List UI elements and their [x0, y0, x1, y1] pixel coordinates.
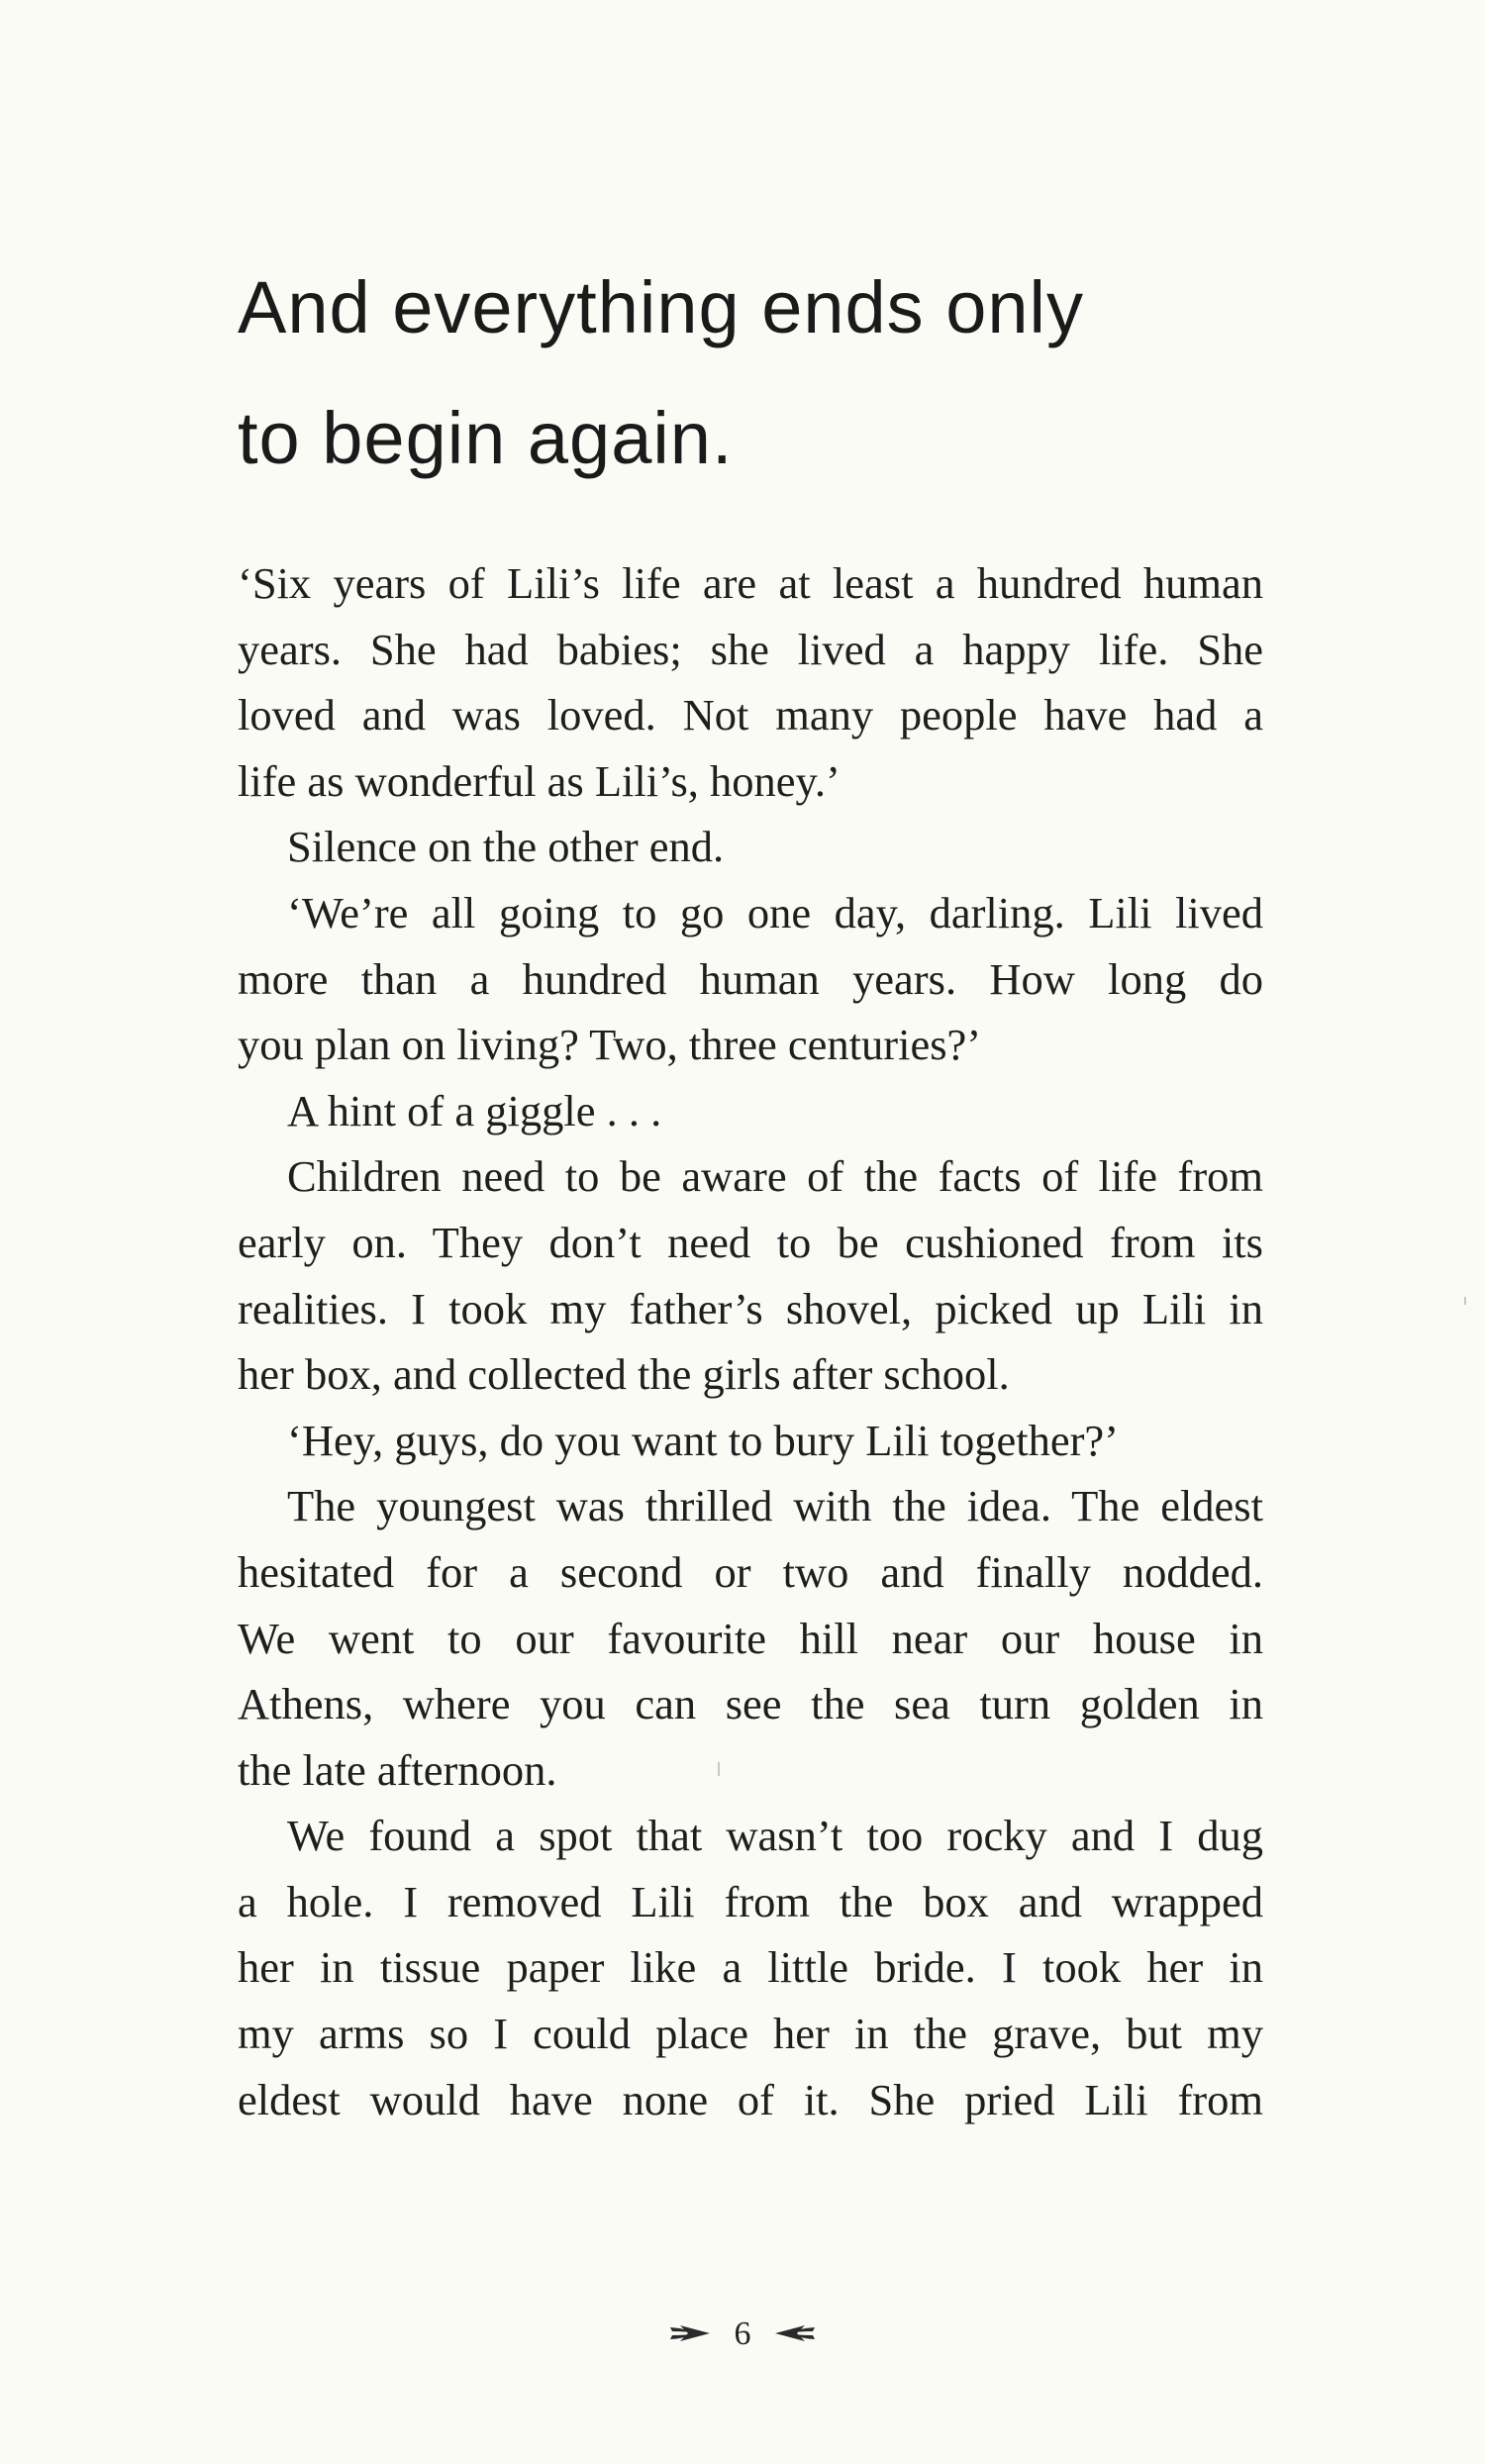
text-line: A hint of a giggle . . . — [287, 1085, 662, 1135]
page-number: 6 — [734, 2316, 751, 2353]
text-line: We went to our favourite hill near our house in — [238, 1613, 1263, 1663]
text-line: ‘We’re all going to go one day, darling. Lili lived — [287, 887, 1263, 937]
text-line: loved and was loved. Not many people have had a — [238, 690, 1263, 740]
body-text — [238, 550, 1263, 2132]
text-line: The youngest was thrilled with the idea. The eldest — [287, 1481, 1263, 1531]
text-line: Silence on the other end. — [287, 822, 725, 872]
text-line: Athens, where you can see the sea turn golden in — [238, 1679, 1263, 1729]
text-line: her in tissue paper like a little bride. I took her in — [238, 1942, 1263, 1993]
text-line: the late afternoon. — [238, 1744, 557, 1795]
text-line: early on. They don’t need to be cushioned from its — [238, 1217, 1263, 1267]
text-line: realities. I took my father’s shovel, picked up Lili in — [238, 1283, 1263, 1333]
double-arrow-left-ornament-icon — [773, 2316, 817, 2353]
paper-speck — [1464, 1297, 1466, 1305]
heading-line: to begin again. — [238, 397, 734, 479]
text-line: Children need to be aware of the facts of life from — [287, 1151, 1263, 1202]
text-line: ‘Six years of Lili’s life are at least a hundred human — [238, 558, 1263, 608]
text-line: We found a spot that wasn’t too rocky and I dug — [287, 1811, 1263, 1861]
paper-speck — [718, 1762, 720, 1776]
heading-line: And everything ends only — [238, 266, 1084, 348]
text-line: ‘Hey, guys, do you want to bury Lili together?’ — [287, 1415, 1119, 1465]
text-line: a hole. I removed Lili from the box and wrapped — [238, 1876, 1263, 1926]
text-line: hesitated for a second or two and finally nodded. — [238, 1546, 1263, 1597]
text-line: life as wonderful as Lili’s, honey.’ — [238, 755, 841, 806]
text-line: eldest would have none of it. She pried Lili from — [238, 2074, 1263, 2124]
text-line: you plan on living? Two, three centuries?’ — [238, 1020, 982, 1070]
text-line: years. She had babies; she lived a happy life. She — [238, 624, 1263, 674]
text-line: my arms so I could place her in the grave, but my — [238, 2009, 1263, 2059]
chapter-heading — [238, 243, 1327, 504]
double-arrow-right-ornament-icon — [668, 2316, 712, 2353]
text-line: more than a hundred human years. How long do — [238, 953, 1263, 1004]
text-line: her box, and collected the girls after school. — [238, 1349, 1010, 1400]
page-folio — [0, 2314, 1485, 2353]
